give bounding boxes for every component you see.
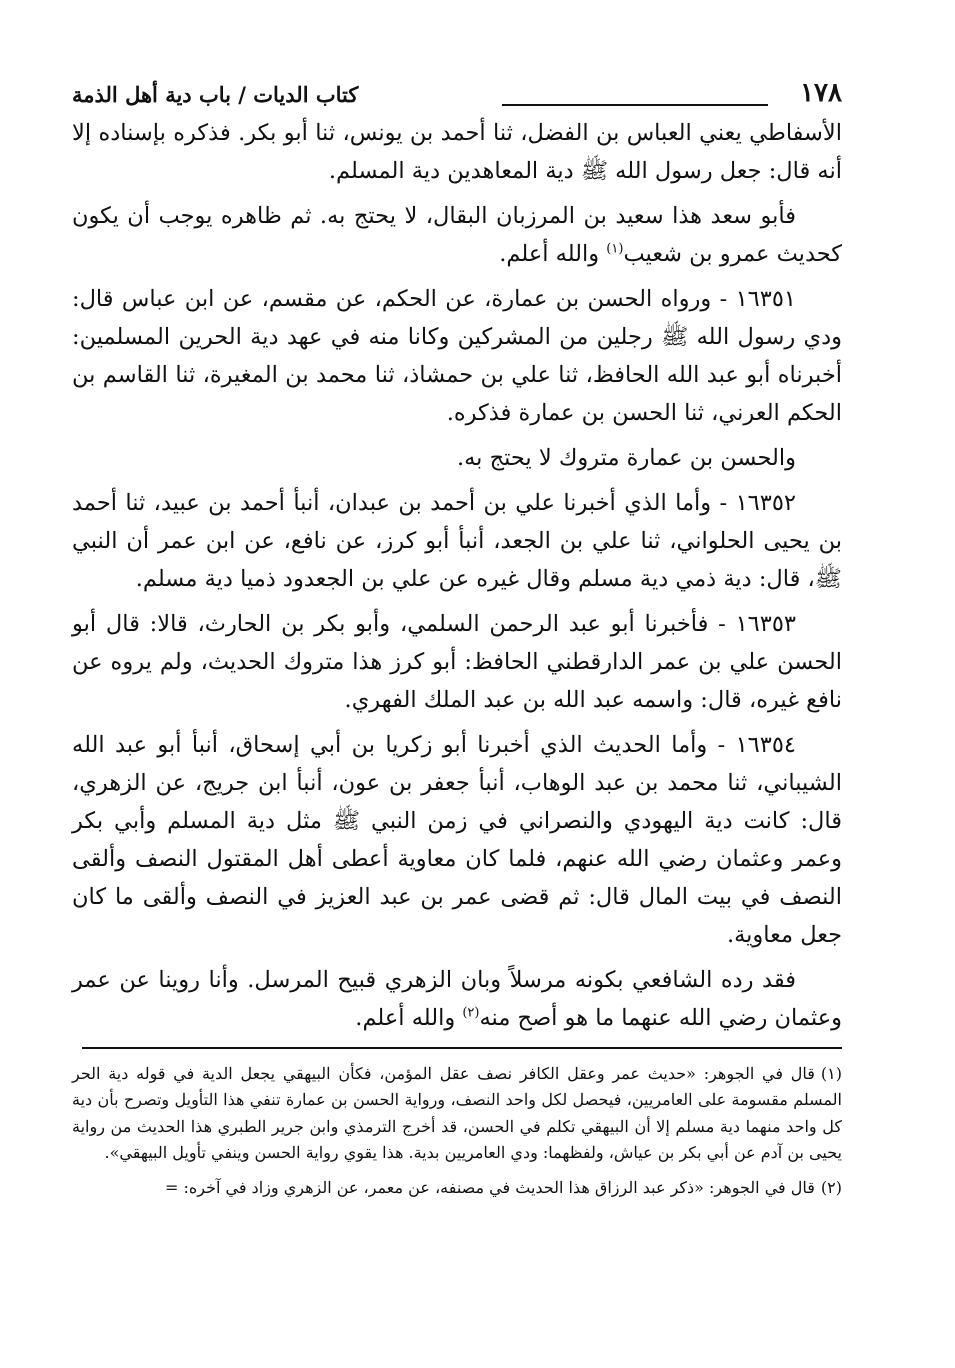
paragraph-text: والله أعلم. [355,1005,463,1031]
paragraph-comment [72,961,842,1037]
footnote-text: قال في الجوهر: «ذكر عبد الرزاق هذا الحديث في مصنفه، عن معمر، عن الزهري وزاد في آخره: = [165,1177,815,1197]
hadith-paragraph [72,605,842,719]
paragraph-text: - وأما الذي أخبرنا علي بن أحمد بن عبدان، أنبأ أحمد بن عبيد، ثنا أحمد بن يحيى الحلواني، ثنا علي بن الجعد، أنبأ أبو كرز، عن نافع، عن ابن عمر أن النبي ﷺ، قال: دية ذمي دية مسلم وقال غيره عن علي بن الجعدود ذميا دية مسلم. [72,490,842,592]
paragraph-text: والله أعلم. [499,241,607,267]
footnote-divider [82,1047,842,1049]
footnote-item [72,1061,842,1167]
hadith-number: ١٦٣٥٣ [735,611,796,637]
hadith-number: ١٦٣٥٤ [735,732,796,758]
paragraph-text: - فأخبرنا أبو عبد الرحمن السلمي، وأبو بكر بن الحارث، قالا: قال أبو الحسن علي بن عمر الدارقطني الحافظ: أبو كرز هذا متروك الحديث، ولم يروه عن نافع غيره، قال: واسمه عبد الله بن عبد الملك الفهري. [72,611,842,713]
header-rule [502,104,768,106]
footnote-text: قال في الجوهر: «حديث عمر وعقل الكافر نصف عقل المؤمن، فكأن البيهقي يجعل الدية في قوله دية الحر المسلم مقسومة على العامريين، فيحصل لكل واحد النصف، ورواية الحسن بن عمارة تنفي هذا التأويل وتصرح بأن دية كل واحد منهما دية مسلم إلا أن البيهقي تكلم في الحسن، قد أخرج الترمذي وابن جرير الطبري هذا الحديث من رواية يحيى بن آدم عن أبي بكر بن عياش، ولفظهما: ودي العامريين بدية. هذا يقوي رواية الحسن وينفي تأويل البيهقي». [72,1063,842,1162]
paragraph-comment [72,197,842,273]
paragraph-text: والحسن بن عمارة متروك لا يحتج به. [456,445,796,471]
footnote-reference[interactable]: (١) [606,241,624,257]
footnote-marker: (١) [820,1063,842,1083]
page-header [72,70,842,114]
footnote-marker: (٢) [820,1177,842,1197]
main-text [72,114,842,1037]
hadith-paragraph [72,484,842,598]
paragraph-text: - ورواه الحسن بن عمارة، عن الحكم، عن مقسم، عن ابن عباس قال: ودي رسول الله ﷺ رجلين من المشركين وكانا منه في عهد دية الحرين المسلمين: أخبرناه أبو عبد الله الحافظ، ثنا علي بن حمشاذ، ثنا محمد بن المغيرة، ثنا القاسم بن الحكم العرني، ثنا الحسن بن عمارة فذكره. [72,286,842,426]
hadith-paragraph [72,726,842,954]
hadith-paragraph [72,280,842,432]
book-page [72,70,842,1209]
paragraph-text: الأسفاطي يعني العباس بن الفضل، ثنا أحمد بن يونس، ثنا أبو بكر. فذكره بإسناده إلا أنه قال: جعل رسول الله ﷺ دية المعاهدين دية المسلم. [72,120,842,184]
paragraph-continuation [72,114,842,190]
footnote-item [72,1175,842,1202]
hadith-number: ١٦٣٥١ [735,286,796,312]
hadith-number: ١٦٣٥٢ [735,490,796,516]
footnotes [72,1061,842,1202]
paragraph-comment [72,439,842,477]
footnote-reference[interactable]: (٢) [462,1005,480,1021]
paragraph-text: - وأما الحديث الذي أخبرنا أبو زكريا بن أبي إسحاق، أنبأ أبو عبد الله الشيباني، ثنا محمد بن عبد الوهاب، أنبأ جعفر بن عون، أنبأ ابن جريج، عن الزهري، قال: كانت دية اليهودي والنصراني في زمن النبي ﷺ مثل دية المسلم وأبي بكر وعمر وعثمان رضي الله عنهم، فلما كان معاوية أعطى أهل المقتول النصف وألقى النصف في بيت المال قال: ثم قضى عمر بن عبد العزيز في النصف وألقى ما كان جعل معاوية. [72,732,842,948]
paragraph-text: فقد رده الشافعي بكونه مرسلاً وبان الزهري قبيح المرسل. وأنا روينا عن عمر وعثمان رضي الله عنهما ما هو أصح منه [72,967,842,1031]
paragraph-text: فأبو سعد هذا سعيد بن المرزبان البقال، لا يحتج به. ثم ظاهره يوجب أن يكون كحديث عمرو بن شعيب [72,203,842,267]
running-title: كتاب الديات / باب دية أهل الذمة [72,82,359,107]
page-number: ١٧٨ [800,78,842,108]
